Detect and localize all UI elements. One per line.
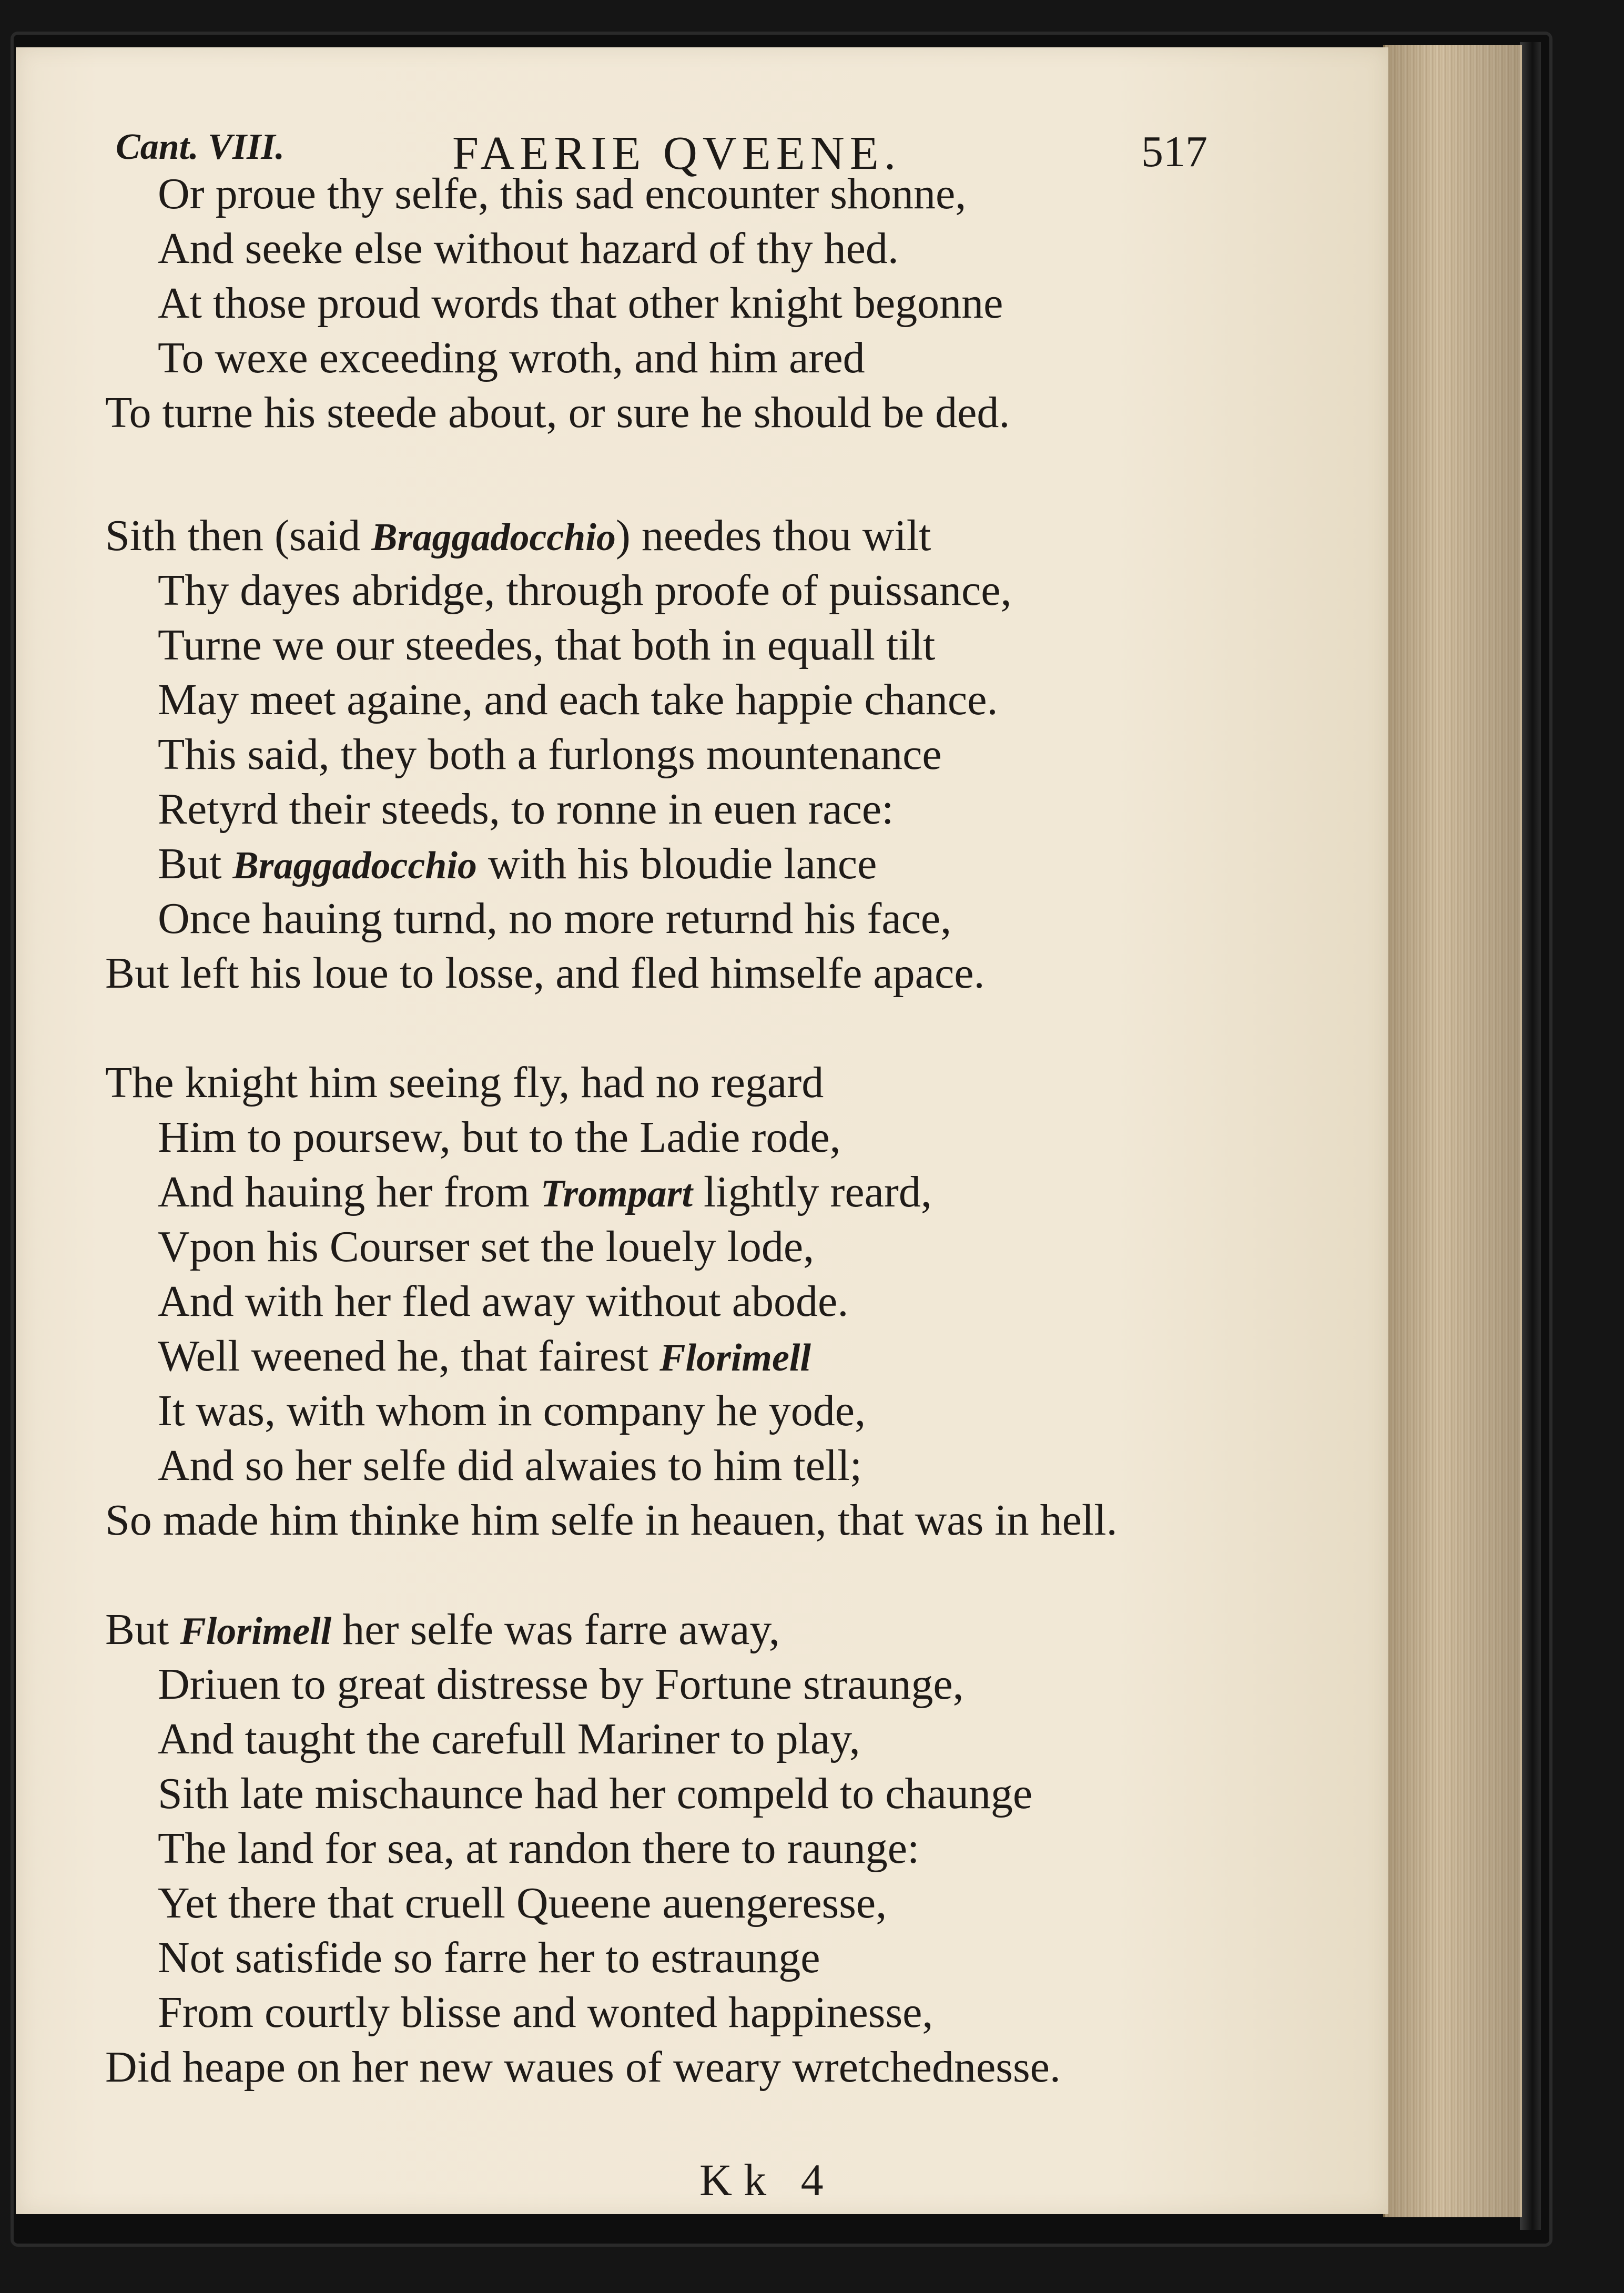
running-head-canto: Cant. VIII. (116, 127, 285, 167)
verse-text: Yet there that cruell Queene auengeresse, (158, 1879, 887, 1927)
italic-name: Florimell (659, 1336, 811, 1379)
verse-line (158, 838, 877, 889)
verse-text: Well weened he, that fairest (158, 1332, 660, 1381)
page-number: 517 (1141, 127, 1207, 176)
verse-line (105, 387, 1010, 438)
verse-line (158, 1823, 919, 1874)
verse-text: The land for sea, at randon there to raunge: (158, 1824, 920, 1873)
verse-text: Not satisfide so farre her to estraunge (158, 1933, 820, 1982)
verse-line (158, 168, 966, 219)
running-head-title: FAERIE QVEENE. (452, 127, 901, 179)
verse-line (158, 1659, 964, 1710)
italic-name: Braggadocchio (371, 516, 616, 559)
verse-line (158, 1878, 887, 1929)
verse-line (158, 1221, 814, 1272)
verse-text: Did heape on her new waues of weary wretchednesse. (105, 2043, 1061, 2092)
verse-text: At those proud words that other knight begonne (158, 279, 1003, 328)
verse-line (158, 1932, 820, 1983)
page-block-shadow (1383, 45, 1520, 2217)
verse-line (105, 1057, 824, 1108)
cover-spine-edge (1520, 42, 1541, 2230)
verse-text: And with her fled away without abode. (158, 1277, 849, 1326)
verse-text: And so her selfe did alwaies to him tell; (158, 1441, 862, 1490)
verse-text: To turne his steede about, or sure he should be ded. (105, 388, 1010, 437)
verse-text: Sith late mischaunce had her compeld to chaunge (158, 1769, 1033, 1818)
italic-name: Trompart (540, 1172, 693, 1215)
verse-text: From courtly blisse and wonted happinesse, (158, 1988, 933, 2037)
verse-text: But left his loue to losse, and fled himselfe apace. (105, 949, 985, 998)
verse-text: Or proue thy selfe, this sad encounter shonne, (158, 169, 967, 218)
verse-line (158, 1768, 1032, 1819)
verse-line (158, 1440, 862, 1491)
verse-text: May meet againe, and each take happie chance. (158, 675, 998, 724)
verse-text: Sith then (said (105, 511, 372, 560)
verse-text: This said, they both a furlongs mountenance (158, 730, 942, 779)
verse-text: Thy dayes abridge, through proofe of puissance, (158, 566, 1012, 615)
verse-line (105, 1495, 1118, 1546)
verse-text: And seeke else without hazard of thy hed. (158, 224, 899, 273)
verse-line (158, 1713, 860, 1764)
verse-text: The knight him seeing fly, had no regard (105, 1058, 824, 1107)
verse-text: Once hauing turnd, no more returnd his face, (158, 894, 952, 943)
verse-line (158, 1331, 811, 1382)
verse-text: It was, with whom in company he yode, (158, 1386, 866, 1435)
verse-line (158, 565, 1012, 616)
verse-text: Retyrd their steeds, to ronne in euen race: (158, 785, 894, 834)
verse-text: But (105, 1605, 180, 1654)
verse-text: Vpon his Courser set the louely lode, (158, 1222, 815, 1271)
verse-line (158, 1112, 841, 1163)
verse-line (158, 893, 951, 944)
book-page (16, 47, 1388, 2214)
verse-line (105, 948, 985, 999)
verse-line (158, 1385, 866, 1436)
verse-line (158, 1276, 848, 1327)
verse-text: But (158, 839, 233, 888)
verse-line (158, 674, 998, 725)
verse-line (158, 729, 942, 780)
verse-text: ) needes thou wilt (615, 511, 931, 560)
verse-text: Turne we our steedes, that both in equall tilt (158, 621, 936, 669)
verse-line (158, 1166, 932, 1217)
verse-text: To wexe exceeding wroth, and him ared (158, 333, 865, 382)
verse-text: Him to poursew, but to the Ladie rode, (158, 1113, 841, 1162)
verse-text: with his bloudie lance (476, 839, 877, 888)
verse-line (158, 223, 899, 274)
verse-text: And hauing her from (158, 1168, 541, 1216)
verse-line (158, 784, 894, 835)
verse-line (105, 2042, 1061, 2093)
italic-name: Florimell (180, 1610, 332, 1653)
verse-line (105, 1604, 780, 1655)
verse-line (158, 620, 935, 671)
italic-name: Braggadocchio (232, 844, 477, 887)
verse-text: And taught the carefull Mariner to play, (158, 1714, 860, 1763)
verse-line (158, 278, 1003, 329)
verse-line (105, 510, 931, 561)
signature-mark: Kk 4 (699, 2155, 835, 2205)
verse-text: her selfe was farre away, (331, 1605, 780, 1654)
verse-text: So made him thinke him selfe in heauen, that was in hell. (105, 1496, 1118, 1545)
verse-line (158, 332, 865, 383)
verse-line (158, 1987, 933, 2038)
verse-text: lightly reard, (693, 1168, 932, 1216)
verse-text: Driuen to great distresse by Fortune straunge, (158, 1660, 964, 1709)
